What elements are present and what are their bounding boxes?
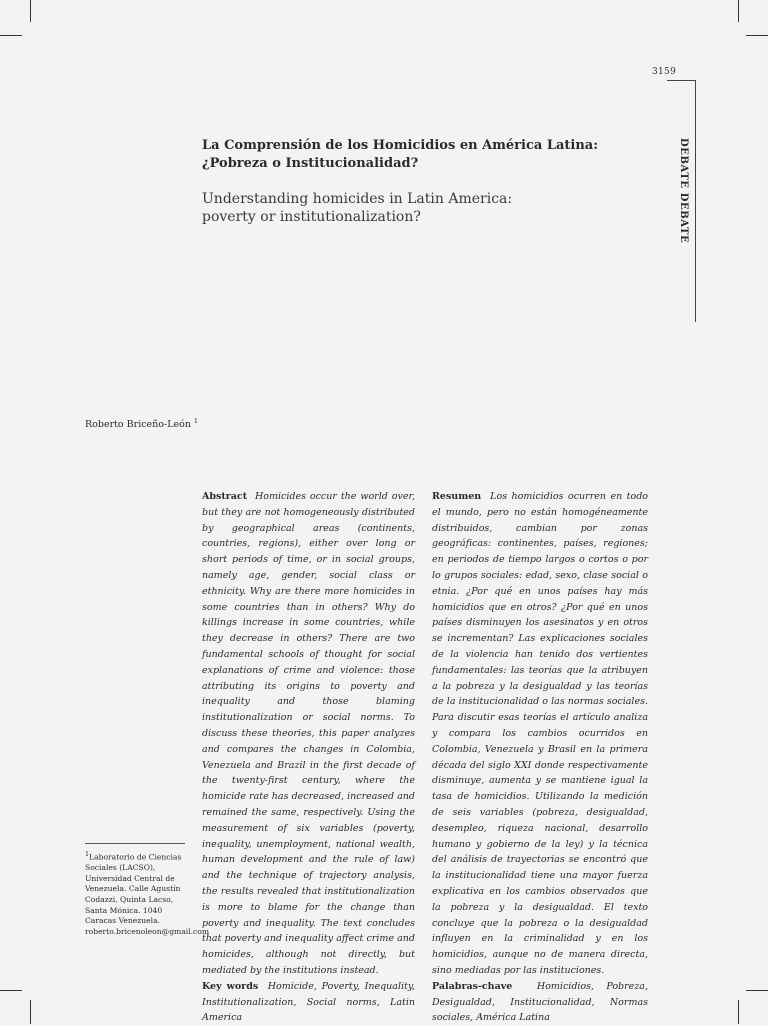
crop-mark bbox=[738, 1000, 739, 1024]
palabras-text: Homicidios, Pobreza, Desigualdad, Institucionalidad, Normas sociales, América Latina bbox=[432, 980, 648, 1024]
author-text: Roberto Briceño-León bbox=[85, 419, 191, 431]
title-en-line2: poverty or institutionalization? bbox=[202, 209, 421, 225]
abstract-label: Abstract bbox=[202, 491, 248, 502]
resumen-text: Los homicidios ocurren en todo el mundo, pero no están homogéneamente distribuidos, cambian por zonas geográficas: continentes, países, regiones; en periodos de tiempo largos o cortos o por lo grupos sociales: edad, sexo, clase social o etnia. ¿Por qué en unos países hay más homicidios que en otros? ¿Por qué en unos países disminuyen los asesinatos y en otros se incrementan? Las explicaciones sociales de la violencia han tenido dos vertientes fundamentales: las teorías que la atribuyen a la pobreza y la desigualdad y las teorías de la institucionalidad o las normas sociales. Para discutir esas teorías el artículo analiza y compara los cambios ocurridos en Colombia, Venezuela y Brasil en la primera década del siglo XXI donde respectivamente disminuye, aumenta y se mantiene igual la tasa de homicidios. Utilizando la medición de seis variables (pobreza, desigualdad, desempleo, riqueza nacional, desarrollo humano y gobierno de la ley) y la técnica del análisis de trayectorias se encontró que la institucionalidad tiene una mayor fuerza explicativa en los cambios observados que la pobreza y la desigualdad. El texto concluye que la pobreza o la desigualdad influyen en la criminalidad y en los homicidios, aunque no de manera directa, sino mediadas por las instituciones. bbox=[432, 491, 649, 976]
abstract-text: Homicides occur the world over, but they are not homogeneously distributed by geographical areas (continents, countries, regions), either over long or short periods of time, or in social groups, namely age, gender, social class or ethnicity. Why are there more homicides in some countries than in others? Why do killings increase in some countries, while they decrease in others? There are two fundamental schools of thought for social explanations of crime and violence: those attributing its origins to poverty and inequality and those blaming institutionalization or social norms. To discuss these theories, this paper analyzes and compares the changes in Colombia, Venezuela and Brazil in the first decade of the twenty-first century, where the homicide rate has decreased, increased and remained the same, respectively. Using the measurement of six variables (poverty, inequality, unemployment, national wealth, human development and the rule of law) and the technique of trajectory analysis, the results revealed that institutionalization is more to blame for the change than poverty and inequality. The text concludes that poverty and inequality affect crime and homicides, although not directly, but mediated by the institutions instead. bbox=[202, 491, 415, 976]
resumen-paragraph bbox=[432, 489, 648, 979]
crop-mark bbox=[0, 990, 22, 991]
title-spanish bbox=[202, 137, 622, 173]
resumen-label: Resumen bbox=[432, 491, 482, 502]
palabras-label: Palabras-chave bbox=[432, 980, 513, 992]
footnote-line: Caracas Venezuela. bbox=[85, 916, 161, 926]
footnote-line: Venezuela. Calle Agustín bbox=[85, 884, 181, 894]
margin-rule bbox=[695, 80, 696, 322]
crop-mark bbox=[746, 990, 768, 991]
crop-mark bbox=[30, 1000, 31, 1024]
crop-mark bbox=[746, 35, 768, 36]
keywords-paragraph bbox=[202, 979, 415, 1026]
section-label: DEBATE DEBATE bbox=[678, 138, 689, 244]
margin-rule-top bbox=[667, 80, 696, 81]
footnote-rule bbox=[85, 843, 185, 844]
crop-mark bbox=[30, 0, 31, 22]
footnote bbox=[85, 850, 210, 937]
title-es-line1: La Comprensión de los Homicidios en América Latina: bbox=[202, 138, 599, 153]
resumen-column bbox=[432, 489, 648, 1026]
title-es-line2: ¿Pobreza o Institucionalidad? bbox=[202, 156, 419, 171]
author-name bbox=[85, 418, 198, 430]
footnote-line: Laboratorio de Ciencias bbox=[89, 852, 182, 862]
palabras-paragraph bbox=[432, 979, 648, 1026]
footnote-line: Santa Mónica. 1040 bbox=[85, 905, 163, 915]
keywords-text: Homicide, Poverty, Inequality, Institutionalization, Social norms, Latin America bbox=[202, 980, 415, 1024]
footnote-email[interactable]: roberto.bricenoleon@gmail.com bbox=[85, 926, 210, 936]
crop-mark bbox=[738, 0, 739, 22]
author-footnote-ref: 1 bbox=[194, 418, 198, 425]
title-en-line1: Understanding homicides in Latin America: bbox=[202, 191, 513, 207]
title-english bbox=[202, 190, 622, 226]
crop-mark bbox=[0, 35, 22, 36]
abstract-column bbox=[202, 489, 415, 1026]
keywords-label: Key words bbox=[202, 980, 259, 992]
footnote-line: Codazzi, Quinta Lacso, bbox=[85, 894, 174, 904]
abstract-paragraph bbox=[202, 489, 415, 979]
page-number: 3159 bbox=[652, 67, 677, 77]
footnote-line: Sociales (LACSO), bbox=[85, 863, 156, 873]
footnote-line: Universidad Central de bbox=[85, 873, 175, 883]
footnote-number: 1 bbox=[85, 851, 90, 858]
